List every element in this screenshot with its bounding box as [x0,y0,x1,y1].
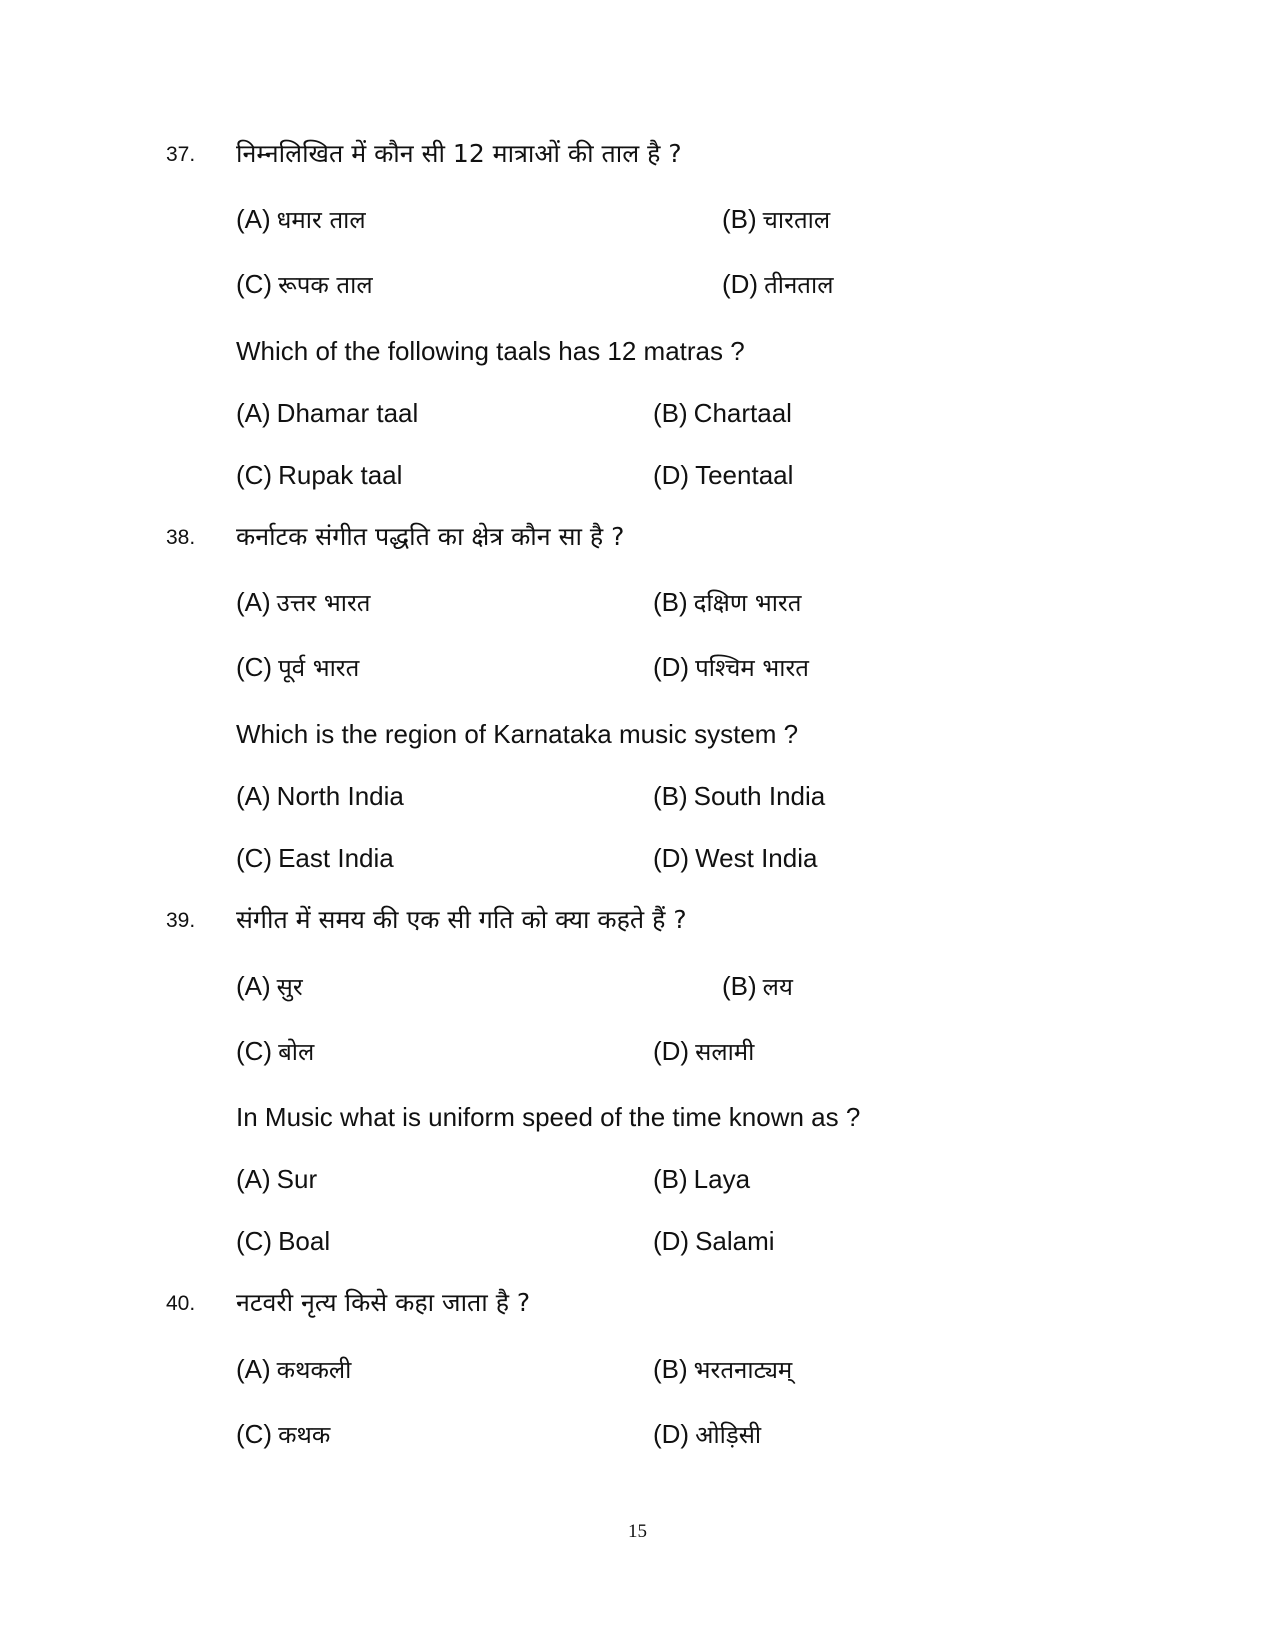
option-d-hindi: (D) तीनताल [722,269,834,299]
question-text-english: In Music what is uniform speed of the time known as ? [236,1102,861,1132]
question-text-english: Which of the following taals has 12 matras ? [236,336,745,366]
option-b-english: (B) Chartaal [653,398,792,428]
option-b-hindi: (B) भरतनाट्यम् [653,1354,793,1384]
option-d-english: (D) Teentaal [653,460,794,490]
question-text-english: Which is the region of Karnataka music system ? [236,719,799,749]
question-number: 39. [166,909,196,932]
option-d-hindi: (D) ओड़िसी [653,1419,762,1449]
option-d-english: (D) West India [653,843,818,873]
question-text-hindi: कर्नाटक संगीत पद्धति का क्षेत्र कौन सा है ? [236,522,625,551]
option-b-hindi: (B) लय [722,971,793,1001]
option-d-hindi: (D) पश्चिम भारत [653,652,809,682]
question-text-hindi: निम्नलिखित में कौन सी 12 मात्राओं की ताल है ? [236,139,682,168]
question-number: 40. [166,1292,196,1315]
question-text-hindi: संगीत में समय की एक सी गति को क्या कहते हैं ? [236,905,687,934]
option-a-hindi: (A) धमार ताल [236,204,366,234]
option-a-english: (A) North India [236,781,404,811]
option-a-english: (A) Sur [236,1164,318,1194]
question-number: 37. [166,143,196,166]
option-c-english: (C) Boal [236,1226,331,1256]
option-d-english: (D) Salami [653,1226,775,1256]
question-text-hindi: नटवरी नृत्य किसे कहा जाता है ? [236,1288,531,1317]
option-b-hindi: (B) दक्षिण भारत [653,587,802,617]
option-a-hindi: (A) कथकली [236,1354,352,1384]
option-c-hindi: (C) रूपक ताल [236,269,373,299]
page-number: 15 [628,1521,647,1542]
option-b-english: (B) Laya [653,1164,751,1194]
option-c-hindi: (C) पूर्व भारत [236,652,360,682]
option-a-hindi: (A) सुर [236,971,303,1001]
option-a-english: (A) Dhamar taal [236,398,419,428]
option-a-hindi: (A) उत्तर भारत [236,587,371,617]
option-c-english: (C) East India [236,843,394,873]
option-d-hindi: (D) सलामी [653,1036,755,1066]
option-c-hindi: (C) कथक [236,1419,331,1449]
option-b-english: (B) South India [653,781,826,811]
option-c-english: (C) Rupak taal [236,460,403,490]
question-number: 38. [166,526,196,549]
option-c-hindi: (C) बोल [236,1036,315,1066]
option-b-hindi: (B) चारताल [722,204,831,234]
